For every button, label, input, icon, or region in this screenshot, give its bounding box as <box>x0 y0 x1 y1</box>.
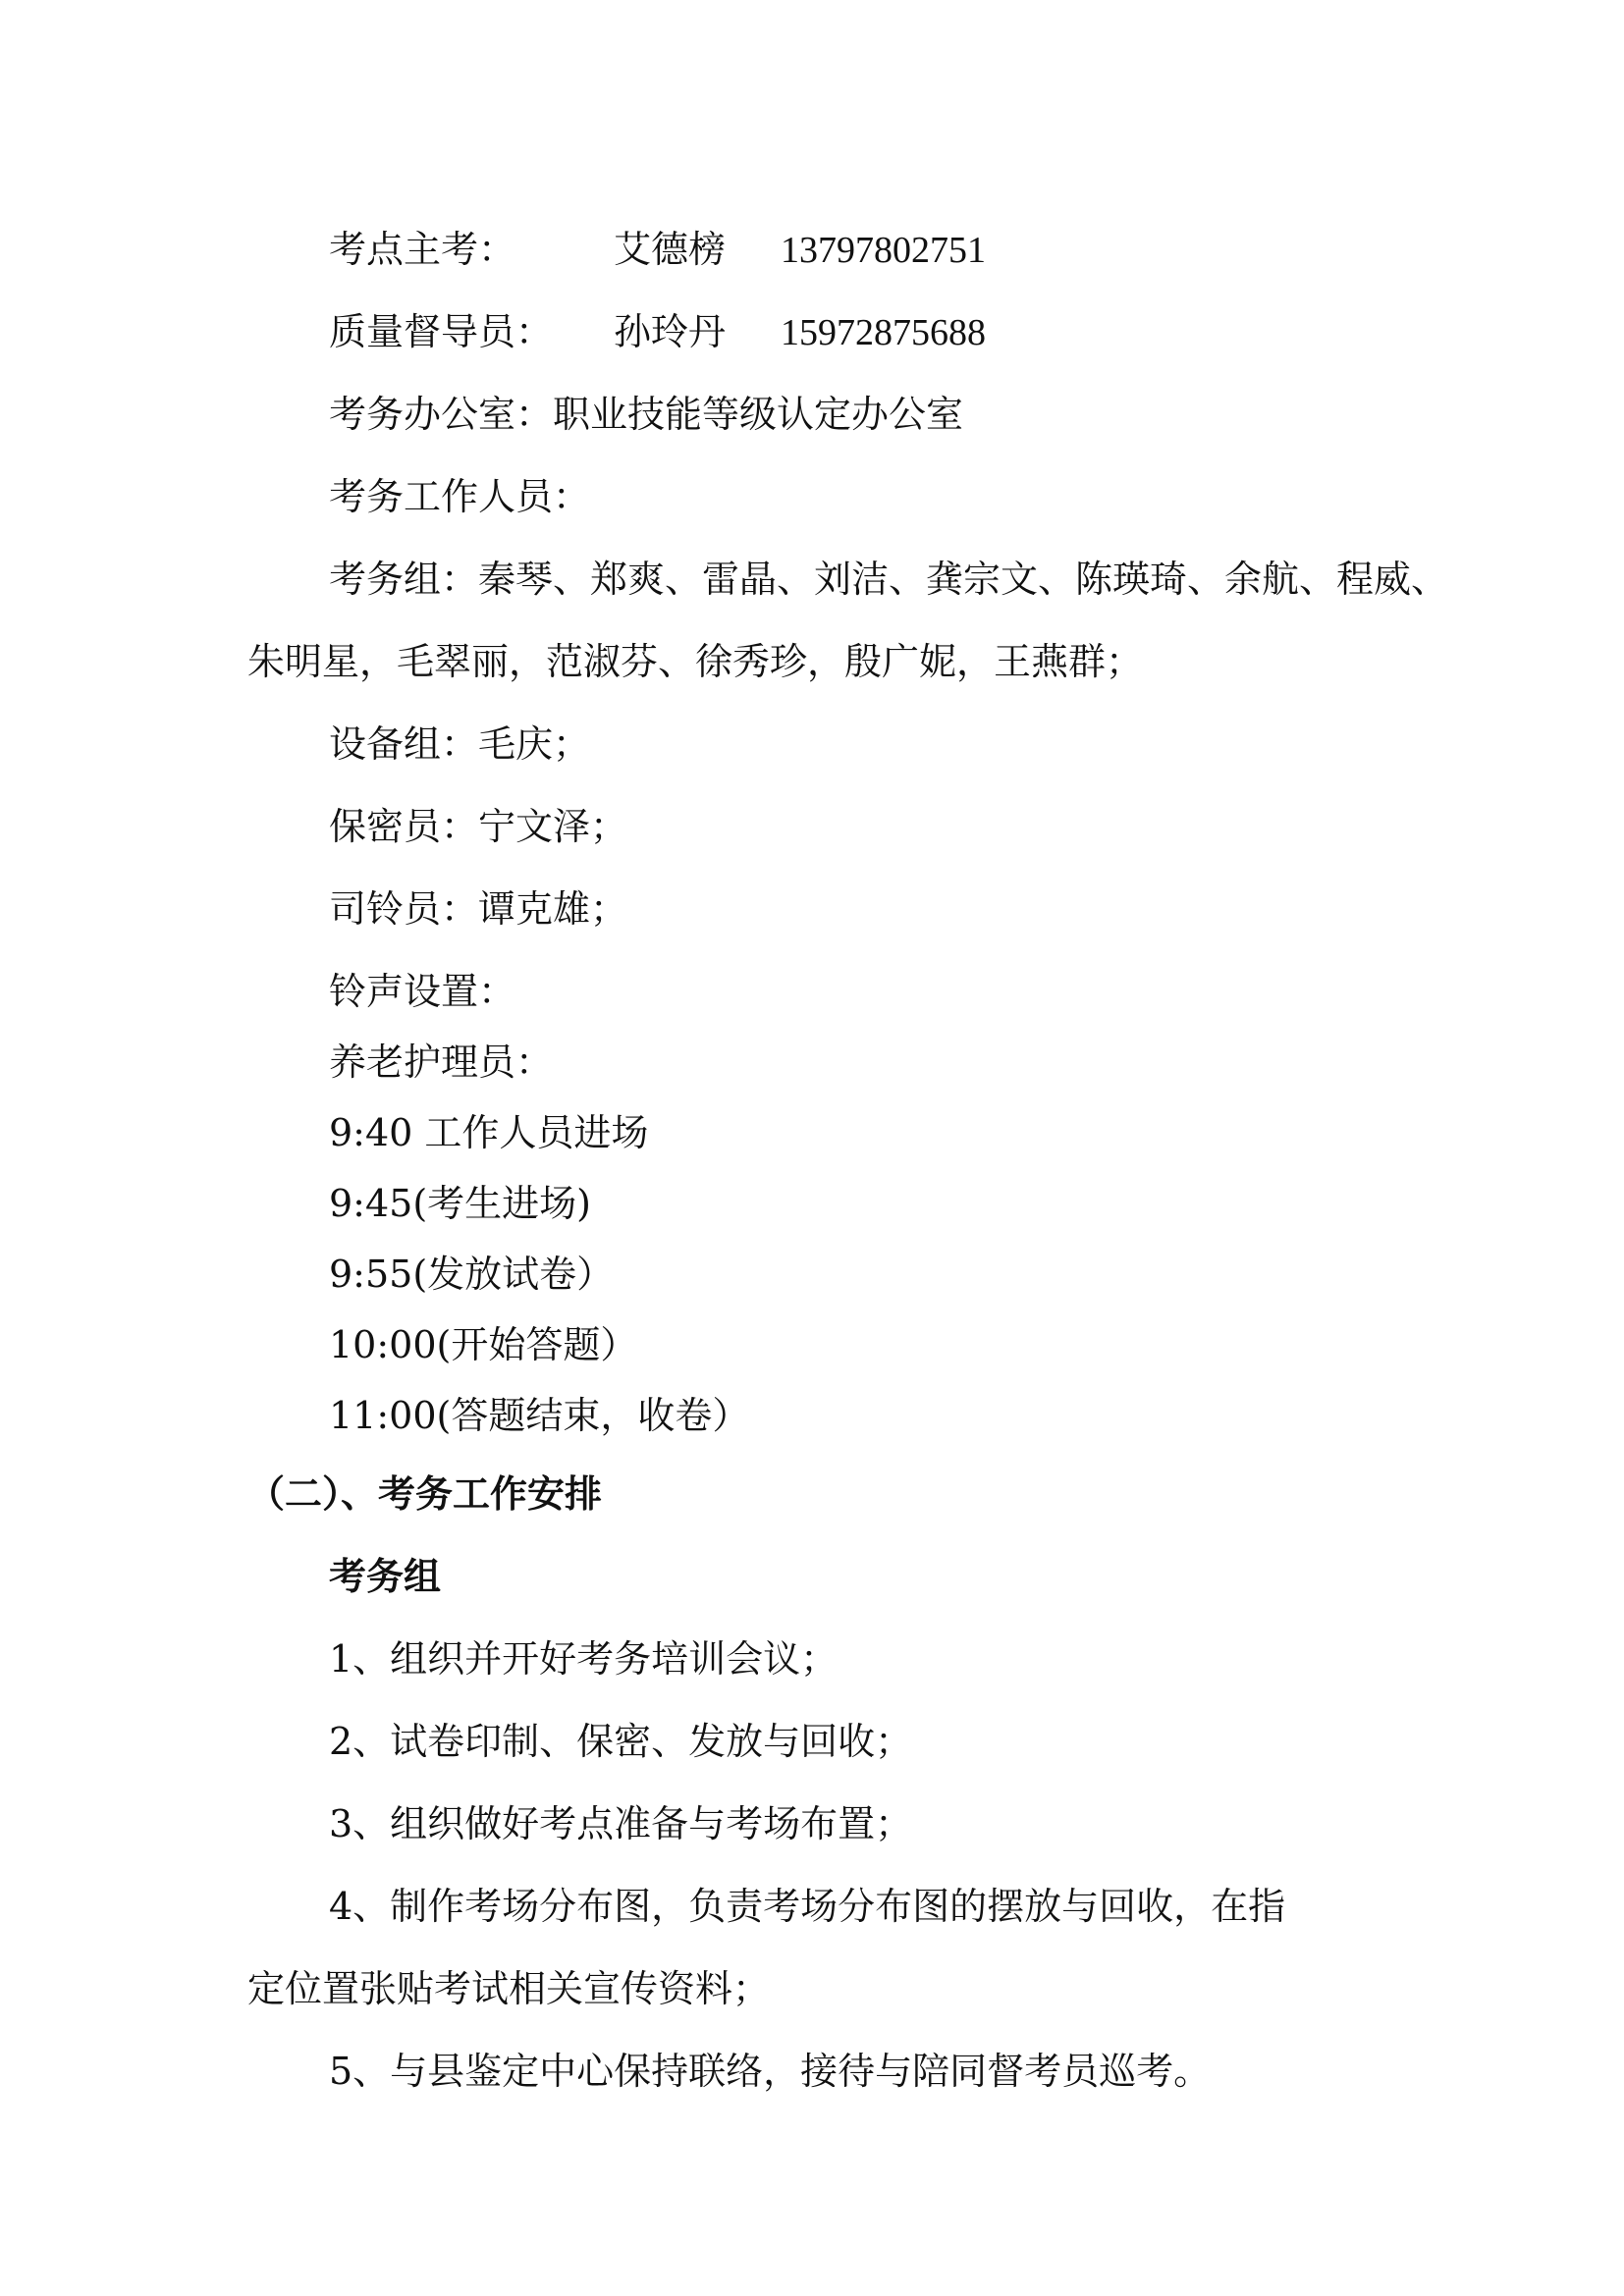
examiner-label: 考点主考： <box>329 228 516 271</box>
task-item-continuation: 定位置张贴考试相关宣传资料； <box>247 1967 771 2010</box>
staff-heading: 考务工作人员： <box>329 475 591 518</box>
bell-officer-line: 司铃员：谭克雄； <box>329 887 628 931</box>
supervisor-phone: 15972875688 <box>781 312 986 353</box>
supervisor-label: 质量督导员： <box>329 310 554 353</box>
exam-group-line-1: 考务组：秦琴、郑爽、雷晶、刘洁、龚宗文、陈瑛琦、余航、程威、 <box>329 558 1449 601</box>
task-item: 5、与县鉴定中心保持联络，接待与陪同督考员巡考。 <box>329 2050 1212 2093</box>
exam-group-line-2: 朱明星，毛翠丽，范淑芬、徐秀珍，殷广妮，王燕群； <box>247 640 1144 683</box>
group-title: 考务组 <box>329 1554 442 1598</box>
task-item: 2、试卷印制、保密、发放与回收； <box>329 1720 913 1763</box>
schedule-item: 9:45(考生进场) <box>329 1182 591 1225</box>
supervisor-line <box>329 304 986 359</box>
schedule-item: 10:00(开始答题） <box>329 1323 638 1366</box>
schedule-item: 9:40 工作人员进场 <box>329 1111 649 1154</box>
task-item: 4、制作考场分布图，负责考场分布图的摆放与回收，在指 <box>329 1885 1286 1928</box>
schedule-item: 11:00(答题结束，收卷） <box>329 1394 750 1437</box>
examiner-phone: 13797802751 <box>781 230 986 271</box>
equipment-group-line: 设备组：毛庆； <box>329 722 591 766</box>
security-officer-line: 保密员：宁文泽； <box>329 805 628 848</box>
section-title: （二）、考务工作安排 <box>247 1471 603 1516</box>
schedule-item: 9:55(发放试卷） <box>329 1253 615 1296</box>
examiner-line <box>329 222 986 277</box>
supervisor-name: 孙玲丹 <box>614 310 727 353</box>
task-item: 1、组织并开好考务培训会议； <box>329 1637 839 1681</box>
schedule-heading: 铃声设置： <box>329 970 516 1013</box>
task-item: 3、组织做好考点准备与考场布置； <box>329 1802 913 1845</box>
schedule-subheading: 养老护理员： <box>329 1041 554 1084</box>
examiner-name: 艾德榜 <box>614 228 727 271</box>
office-line: 考务办公室：职业技能等级认定办公室 <box>329 393 964 436</box>
